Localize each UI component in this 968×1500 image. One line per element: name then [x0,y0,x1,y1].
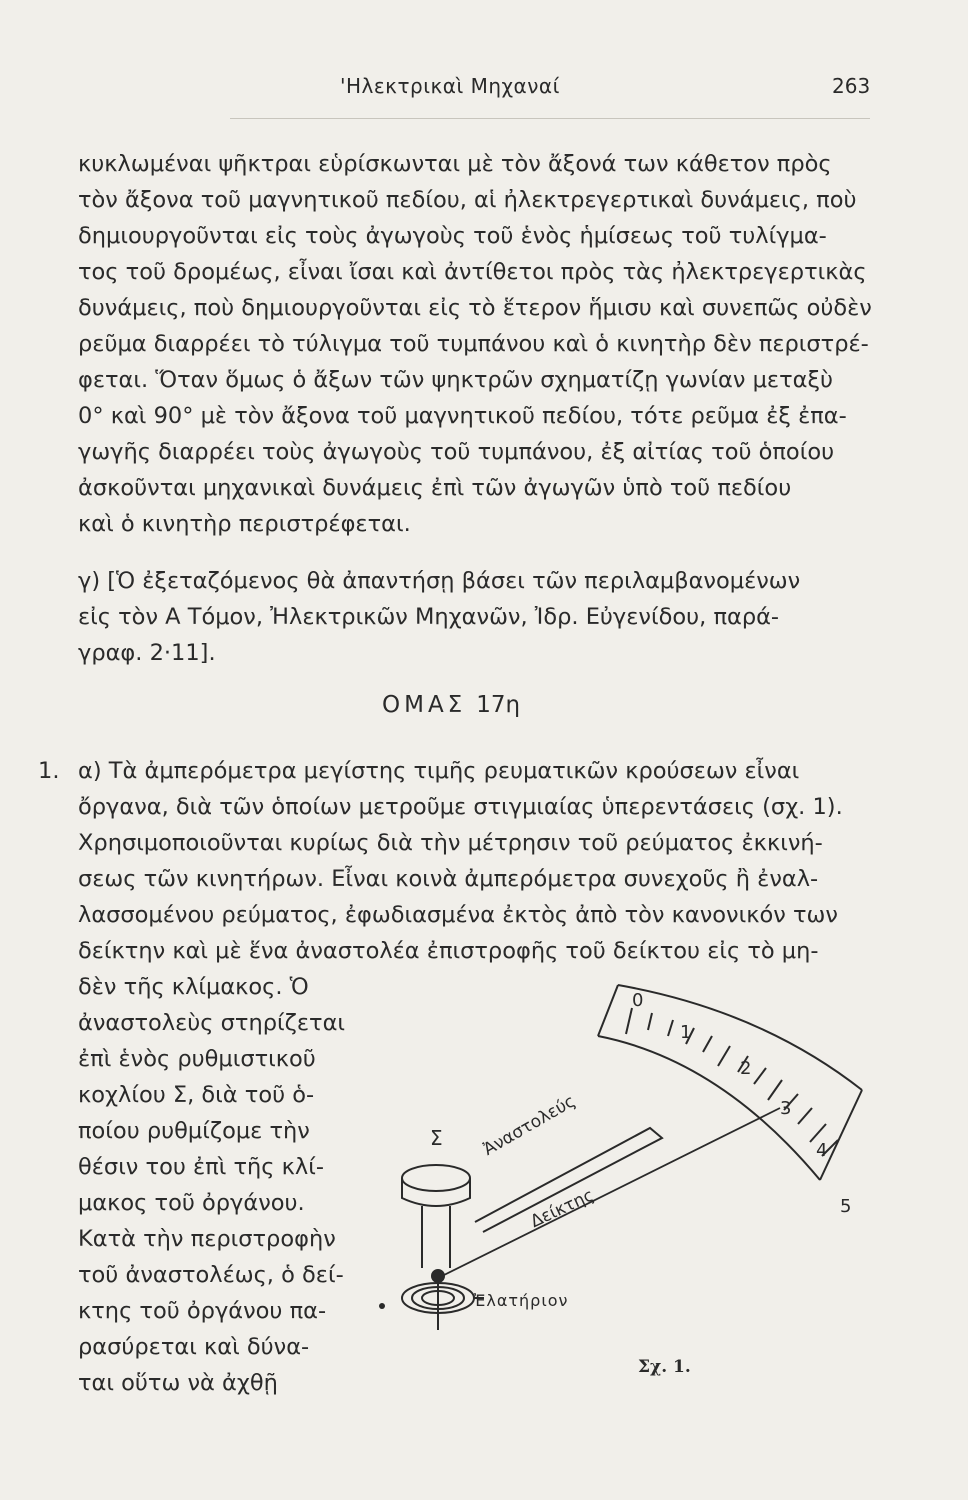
scale-end-right [820,1090,862,1180]
scale-tick [768,1080,782,1100]
screw-label: Σ [430,1126,443,1150]
scale-tick [703,1036,712,1052]
screw-head-top [402,1165,470,1191]
pointer-needle [438,1108,780,1278]
text-line: δυνάμεις, ποὺ δημιουργοῦνται εἰς τὸ ἕτερον ἥμισυ καὶ συνεπῶς οὐδὲν [78,295,872,321]
text-line: κυκλωμέναι ψῆκτραι εὑρίσκωνται μὲ τὸν ἄξονά των κάθετον πρὸς [78,151,832,177]
pivot-point [431,1269,445,1283]
scale-number: 5 [840,1196,852,1217]
scale-tick [626,1008,632,1034]
scale-number: 3 [780,1098,792,1119]
restrainer-label: Ἀναστολεύς [480,1091,580,1160]
scale-number: 4 [816,1140,828,1161]
text-line: θέσιν του ἐπὶ τῆς κλί- [78,1154,324,1180]
text-line: ἐπὶ ἑνὸς ρυθμιστικοῦ [78,1046,316,1072]
text-line: τὸν ἄξονα τοῦ μαγνητικοῦ πεδίου, αἱ ἠλεκτρεγερτικαὶ δυνάμεις, ποὺ [78,187,857,213]
text-line: κτης τοῦ ὀργάνου πα- [78,1298,327,1324]
scale-tick [798,1108,812,1124]
header-divider [230,118,870,119]
text-line: δημιουργοῦνται εἰς τοὺς ἀγωγοὺς τοῦ ἑνὸς ἡμίσεως τοῦ τυλίγμα- [78,223,827,249]
text-line: δὲν τῆς κλίμακος. Ὁ [78,974,309,1000]
text-line: τοῦ ἀναστολέως, ὁ δεί- [78,1262,344,1288]
text-line: γ) [Ὁ ἐξεταζόμενος θὰ ἀπαντήσῃ βάσει τῶν περιλαμβανομένων [78,568,801,594]
text-line: ται οὕτω νὰ ἀχθῇ [78,1370,278,1396]
text-line: μακος τοῦ ὀργάνου. [78,1190,305,1216]
text-line: εἰς τὸν Α Τόμον, Ἠλεκτρικῶν Μηχανῶν, Ἰδρ. Εὐγενίδου, παρά- [78,604,780,630]
spring-label: Ἐλατήριον [474,1291,569,1310]
scale-tick [668,1020,673,1036]
text-line: λασσομένου ρεύματος, ἐφωδιασμένα ἐκτὸς ἀπὸ τὸν κανονικόν των [78,902,838,928]
scale-end-left [598,985,618,1036]
text-line: τος τοῦ δρομέως, εἶναι ἴσαι καὶ ἀντίθετοι πρὸς τὰς ἠλεκτρεγερτικὰς [78,259,867,285]
group-heading [382,692,520,718]
scale-tick [718,1046,730,1066]
scale-number: 1 [680,1022,692,1043]
ammeter-diagram [365,975,885,1395]
scale-number: 2 [740,1058,752,1079]
figure-caption: Σχ. 1. [638,1357,691,1377]
text-line: γραφ. 2·11]. [78,640,216,666]
scale-tick [648,1013,652,1030]
text-line: Χρησιμοποιοῦνται κυρίως διὰ τὴν μέτρησιν τοῦ ρεύματος ἐκκινή- [78,830,823,856]
text-line: Κατὰ τὴν περιστροφὴν [78,1226,336,1252]
text-line: ὄργανα, διὰ τῶν ὁποίων μετροῦμε στιγμιαίας ὑπερεντάσεις (σχ. 1). [78,794,843,820]
text-line: κοχλίου Σ, διὰ τοῦ ὁ- [78,1082,315,1108]
text-line: φεται. Ὅταν ὅμως ὁ ἄξων τῶν ψηκτρῶν σχηματίζῃ γωνίαν μεταξὺ [78,367,834,393]
text-line: ρεῦμα διαρρέει τὸ τύλιγμα τοῦ τυμπάνου καὶ ὁ κινητὴρ δὲν περιστρέ- [78,331,869,357]
text-line: σεως τῶν κινητήρων. Εἶναι κοινὰ ἀμπερόμετρα συνεχοῦς ἢ ἐναλ- [78,866,819,892]
text-line: δείκτην καὶ μὲ ἕνα ἀναστολέα ἐπιστροφῆς τοῦ δείκτου εἰς τὸ μη- [78,938,819,964]
group-number: 17η [476,692,521,718]
running-title: 'Ηλεκτρικαὶ Μηχαναί [340,74,560,98]
text-line: ἀναστολεὺς στηρίζεται [78,1010,346,1036]
text-line: γωγῆς διαρρέει τοὺς ἀγωγοὺς τοῦ τυμπάνου, ἐξ αἰτίας τοῦ ὁποίου [78,439,835,465]
axis-foot [379,1303,385,1309]
scale-number: 0 [632,990,644,1011]
item-number: 1. [38,758,60,784]
text-line: ἀσκοῦνται μηχανικαὶ δυνάμεις ἐπὶ τῶν ἀγωγῶν ὑπὸ τοῦ πεδίου [78,475,792,501]
text-line: α) Τὰ ἀμπερόμετρα μεγίστης τιμῆς ρευματικῶν κρούσεων εἶναι [78,758,800,784]
scale-tick [754,1068,766,1084]
text-line: 0° καὶ 90° μὲ τὸν ἄξονα τοῦ μαγνητικοῦ πεδίου, τότε ρεῦμα ἐξ ἐπα- [78,403,847,429]
text-line: καὶ ὁ κινητὴρ περιστρέφεται. [78,511,411,537]
pointer-label: Δείκτης [527,1185,598,1232]
text-line: ποίου ρυθμίζομε τὴν [78,1118,310,1144]
page-number: 263 [832,74,871,98]
group-title: ΟΜΑΣ [382,692,467,718]
text-line: ρασύρεται καὶ δύνα- [78,1334,310,1360]
